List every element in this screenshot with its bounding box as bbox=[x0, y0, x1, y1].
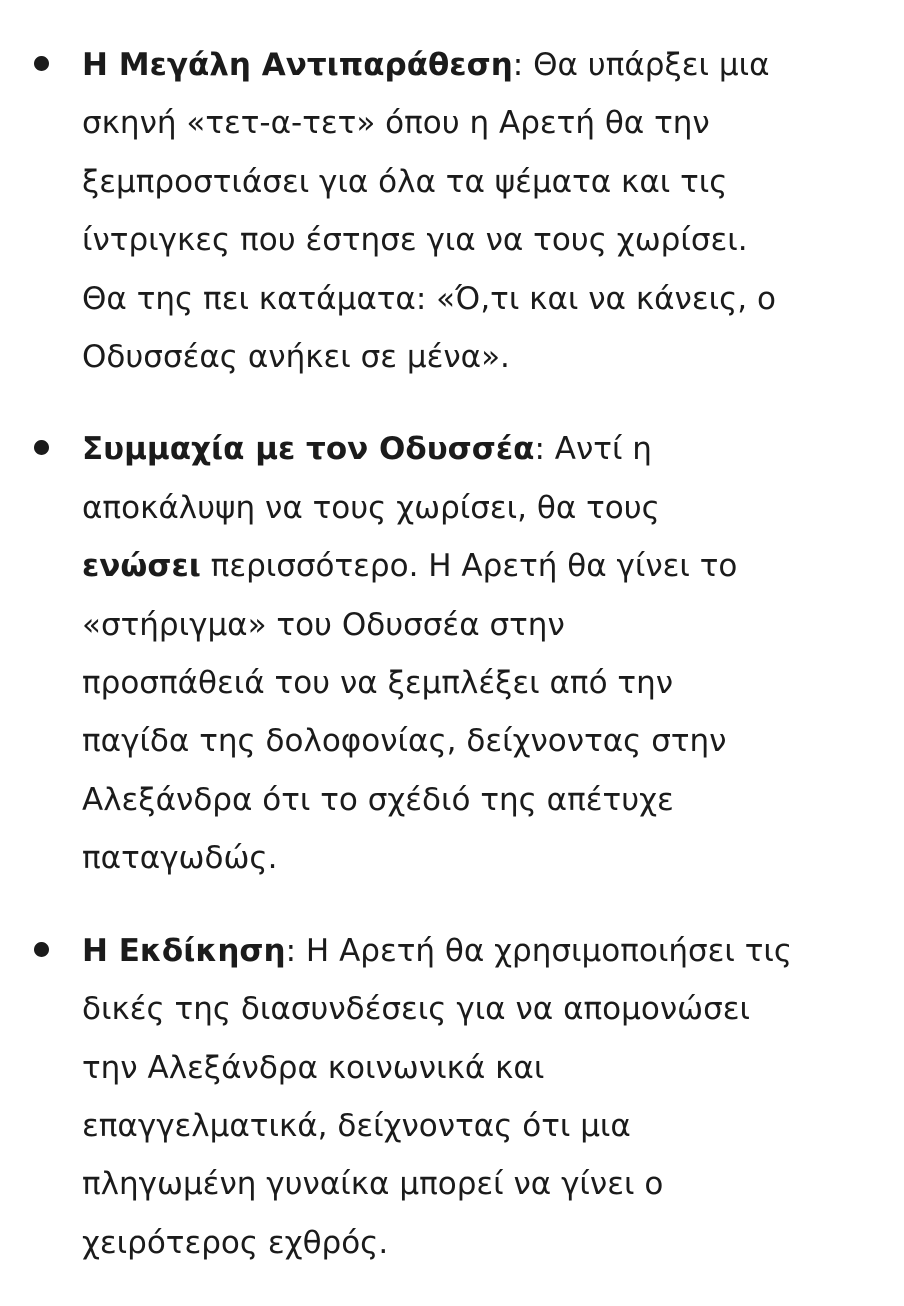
text-segment: : Η Αρετή θα χρησιμοποιήσει τις bbox=[285, 932, 793, 969]
text-line: «στήριγμα» του Οδυσσέα στην bbox=[82, 606, 565, 643]
bullet-heading: Η Εκδίκηση bbox=[82, 932, 286, 969]
text-line bbox=[82, 420, 874, 478]
bullet-item-revenge bbox=[0, 922, 904, 1272]
bullet-dot bbox=[34, 56, 49, 71]
bullet-heading: Η Μεγάλη Αντιπαράθεση bbox=[82, 47, 513, 83]
text-line: δικές της διασυνδέσεις για να απομονώσει bbox=[82, 991, 750, 1028]
text-segment: : Αντί η bbox=[534, 431, 652, 468]
text-line: αποκάλυψη να τους χωρίσει, θα τους bbox=[82, 489, 660, 526]
bullet-dot bbox=[34, 942, 49, 957]
text-line: σκηνή «τετ-α-τετ» όπου η Αρετή θα την bbox=[82, 105, 710, 142]
text-line: προσπάθειά του να ξεμπλέξει από την bbox=[82, 665, 674, 702]
bullet-item-confrontation bbox=[0, 36, 904, 386]
text-line: πληγωμένη γυναίκα μπορεί να γίνει ο bbox=[82, 1166, 664, 1203]
text-line: Θα της πει κατάματα: «Ό,τι και να κάνεις, ο bbox=[82, 280, 776, 317]
text-line: την Αλεξάνδρα κοινωνικά και bbox=[82, 1049, 545, 1086]
bullet-dot bbox=[34, 440, 49, 455]
text-line: Οδυσσέας ανήκει σε μένα». bbox=[82, 339, 510, 376]
text-line: ξεμπροστιάσει για όλα τα ψέματα και τις bbox=[82, 163, 728, 200]
bullet-heading: Συμμαχία με τον Οδυσσέα bbox=[82, 431, 535, 468]
text-line bbox=[82, 537, 874, 595]
text-line: παταγωδώς. bbox=[82, 840, 278, 877]
text-line: χειρότερος εχθρός. bbox=[82, 1224, 389, 1261]
emphasis-text: ενώσει bbox=[82, 548, 201, 585]
text-line: Αλεξάνδρα ότι το σχέδιό της απέτυχε bbox=[82, 781, 674, 818]
text-segment: : Θα υπάρξει μια bbox=[512, 47, 770, 83]
text-line: ίντριγκες που έστησε για να τους χωρίσει. bbox=[82, 222, 748, 259]
text-line: επαγγελματικά, δείχνοντας ότι μια bbox=[82, 1107, 631, 1144]
bullet-item-alliance bbox=[0, 420, 904, 887]
bullet-list bbox=[0, 36, 904, 1306]
text-segment: περισσότερο. Η Αρετή θα γίνει το bbox=[200, 548, 738, 585]
text-line: παγίδα της δολοφονίας, δείχνοντας στην bbox=[82, 723, 727, 760]
text-line bbox=[82, 922, 874, 980]
text-line bbox=[82, 36, 874, 94]
